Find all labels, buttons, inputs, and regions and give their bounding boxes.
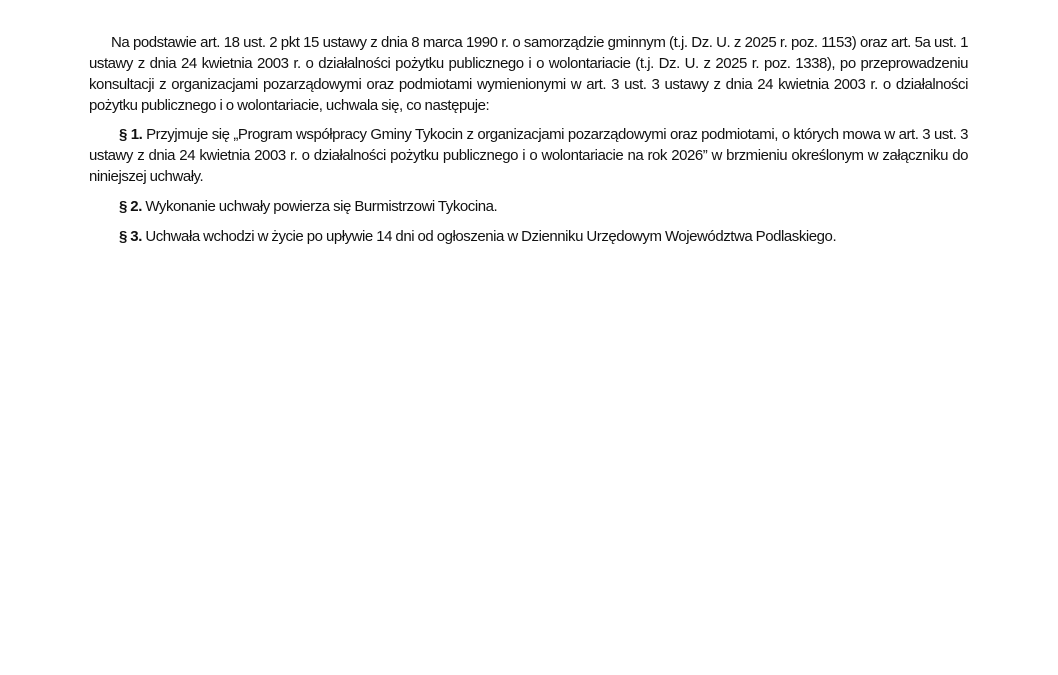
section-3 (89, 226, 968, 247)
intro-paragraph: Na podstawie art. 18 ust. 2 pkt 15 ustawy z dnia 8 marca 1990 r. o samorządzie gminnym (t.j. Dz. U. z 2025 r. poz. 1153) oraz art. 5a ust. 1 ustawy z dnia 24 kwietnia 2003 r. o działalności pożytku publicznego i o wolontariacie (t.j. Dz. U. z 2025 r. poz. 1338), po przeprowadzeniu konsultacji z organizacjami pozarządowymi oraz podmiotami wymienionymi w art. 3 ust. 3 ustawy z dnia 24 kwietnia 2003 r. o działalności pożytku publicznego i o wolontariacie, uchwala się, co następuje: (89, 34, 968, 114)
section-1 (89, 124, 968, 187)
section-1-text: Przyjmuje się „Program współpracy Gminy Tykocin z organizacjami pozarządowymi oraz podmiotami, o których mowa w art. 3 ust. 3 ustawy z dnia 24 kwietnia 2003 r. o działalności pożytku publicznego i o wolontariacie na rok 2026” w brzmieniu określonym w załączniku do niniejszej uchwały. (89, 126, 969, 185)
section-2-text: Wykonanie uchwały powierza się Burmistrzowi Tykocina. (145, 198, 498, 215)
section-3-text: Uchwała wchodzi w życie po upływie 14 dni od ogłoszenia w Dzienniku Urzędowym Województwa Podlaskiego. (145, 228, 837, 245)
section-2 (89, 196, 968, 217)
section-2-number: § 2. (119, 198, 142, 215)
document-page (89, 32, 968, 256)
section-1-number: § 1. (119, 126, 143, 143)
section-3-number: § 3. (119, 228, 142, 245)
